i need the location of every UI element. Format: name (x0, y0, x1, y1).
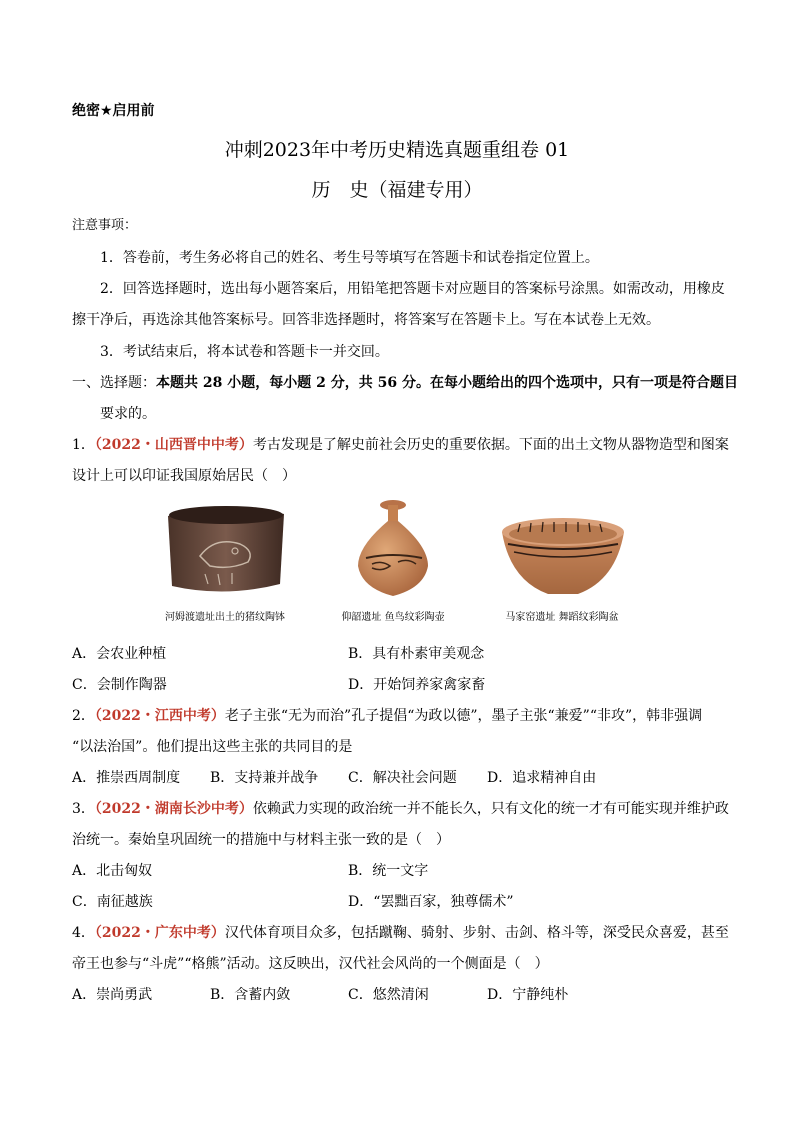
option-b[interactable]: B．统一文字 (348, 863, 429, 879)
notes-heading: 注意事项： (72, 218, 138, 233)
note-item: 2．回答选择题时，选出每小题答案后，用铅笔把答题卡对应题目的答案标号涂黑。如需改动，用橡皮 (100, 281, 725, 297)
note-item: 3．考试结束后，将本试卷和答题卡一并交回。 (100, 344, 389, 360)
image-caption: 仰韶遗址 鱼鸟纹彩陶壶 (341, 612, 445, 623)
question-3 (72, 799, 729, 819)
image-caption: 河姆渡遗址出土的猪纹陶钵 (165, 612, 285, 623)
question-source: （2022・广东中考） (94, 925, 225, 941)
pig-pattern-bowl-image (160, 496, 290, 601)
question-text: 依赖武力实现的政治统一并不能长久，只有文化的统一才有可能实现并维护政 (252, 801, 729, 817)
question-source: （2022・江西中考） (94, 708, 225, 724)
section-prefix: 一、选择题： (72, 375, 156, 391)
question-source: （2022・湖南长沙中考） (94, 801, 253, 817)
question-4-cont: 帝王也参与“斗虎”“格熊”活动。这反映出，汉代社会风尚的一个侧面是（ ） (72, 956, 549, 972)
dance-pattern-basin-image (498, 510, 628, 600)
option-c[interactable]: C．南征越族 (72, 894, 153, 910)
option-a[interactable]: A．北击匈奴 (72, 863, 153, 879)
note-item: 擦干净后，再选涂其他答案标号。回答非选择题时，将答案写在答题卡上。写在本试卷上无效。 (72, 312, 660, 328)
question-4 (72, 923, 729, 943)
exam-subtitle: 历 史（福建专用） (311, 179, 483, 201)
option-c[interactable]: C．悠然清闲 (348, 987, 429, 1003)
section-heading (72, 373, 738, 393)
option-c[interactable]: C．解决社会问题 (348, 770, 457, 786)
option-b[interactable]: B．支持兼并战争 (210, 770, 319, 786)
question-text: 考古发现是了解史前社会历史的重要依据。下面的出土文物从器物造型和图案 (252, 437, 729, 453)
note-item: 1．答卷前，考生务必将自己的姓名、考生号等填写在答题卡和试卷指定位置上。 (100, 250, 599, 266)
question-number: 2． (72, 708, 95, 724)
exam-title: 冲刺2023年中考历史精选真题重组卷 01 (224, 139, 570, 161)
option-a[interactable]: A．崇尚勇武 (72, 987, 153, 1003)
question-number: 1． (72, 437, 95, 453)
option-a[interactable]: A．推崇西周制度 (72, 770, 181, 786)
section-heading-cont: 要求的。 (100, 406, 156, 422)
section-rule: 本题共 28 小题，每小题 2 分，共 56 分。在每小题给出的四个选项中，只有一项是符合题目 (156, 375, 738, 391)
question-1 (72, 435, 729, 455)
question-text: 汉代体育项目众多，包括蹴鞠、骑射、步射、击剑、格斗等，深受民众喜爱，甚至 (224, 925, 729, 941)
question-text: 老子主张“无为而治”孔子提倡“为政以德”，墨子主张“兼爱”“非攻”，韩非强调 (224, 708, 703, 724)
question-1-cont: 设计上可以印证我国原始居民（ ） (72, 468, 296, 484)
option-b[interactable]: B．具有朴素审美观念 (348, 646, 485, 662)
option-a[interactable]: A．会农业种植 (72, 646, 167, 662)
question-number: 3． (72, 801, 95, 817)
option-d[interactable]: D．追求精神自由 (487, 770, 597, 786)
question-2 (72, 706, 702, 726)
option-b[interactable]: B．含蓄内敛 (210, 987, 291, 1003)
question-source: （2022・山西晋中中考） (94, 437, 253, 453)
question-2-cont: “以法治国”。他们提出这些主张的共同目的是 (72, 739, 353, 755)
image-caption: 马家窑遗址 舞蹈纹彩陶盆 (505, 612, 619, 623)
option-d[interactable]: D．宁静纯朴 (487, 987, 569, 1003)
secret-label: 绝密★启用前 (72, 103, 155, 119)
question-number: 4． (72, 925, 95, 941)
question-3-cont: 治统一。秦始皇巩固统一的措施中与材料主张一致的是（ ） (72, 832, 450, 848)
option-d[interactable]: D．开始饲养家禽家畜 (348, 677, 486, 693)
fish-bird-pot-image (352, 496, 434, 601)
option-d[interactable]: D．“罢黜百家，独尊儒术” (348, 894, 514, 910)
option-c[interactable]: C．会制作陶器 (72, 677, 167, 693)
